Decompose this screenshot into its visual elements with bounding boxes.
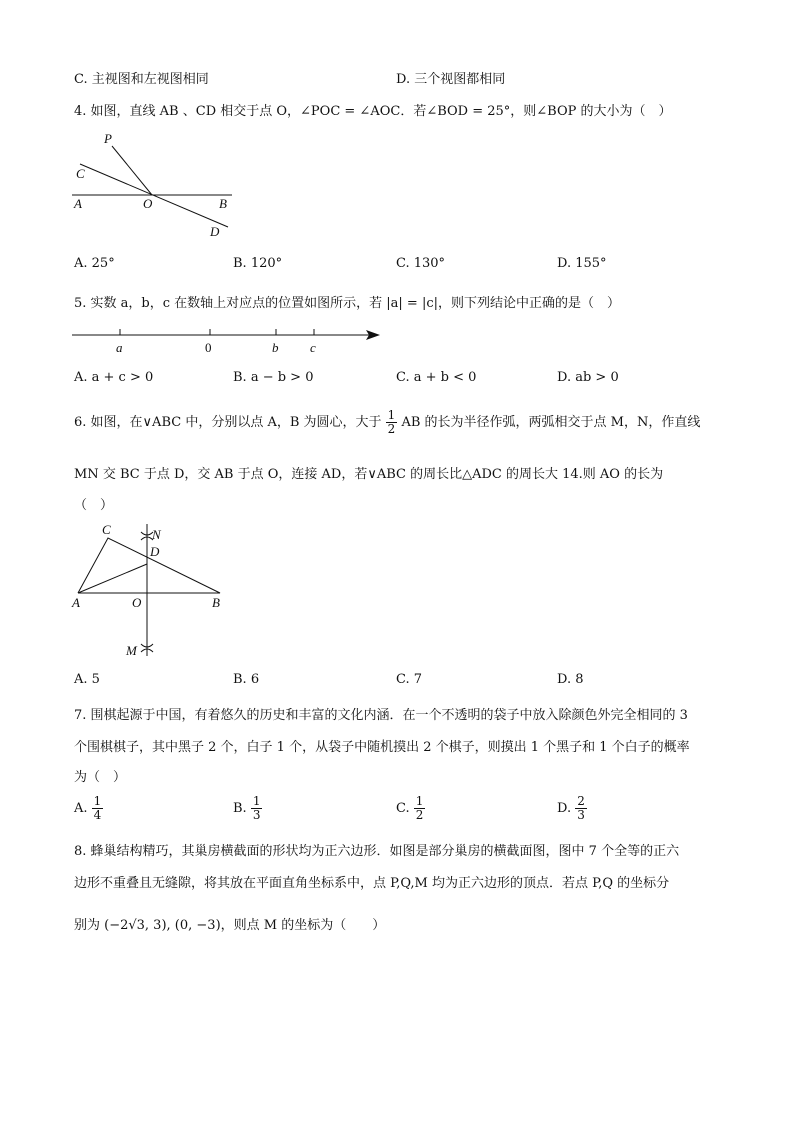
q4-label-a: A	[74, 196, 82, 211]
q5-label-a: a	[116, 340, 123, 355]
q7-option-d-fraction	[575, 795, 587, 822]
q6-label-c: C	[102, 522, 111, 537]
q6-label-d: D	[150, 544, 160, 559]
q7-option-b-den: 3	[252, 808, 261, 822]
q6-option-b: B. 6	[233, 672, 260, 687]
q7-option-d-letter: D.	[557, 801, 572, 816]
q7-option-c-letter: C.	[396, 801, 410, 816]
q6-frac-den: 2	[387, 422, 396, 436]
q4-figure	[70, 128, 240, 240]
q4-label-o: O	[143, 196, 153, 211]
q5-option-c: C. a + b < 0	[396, 370, 477, 385]
q4-stem: 4. 如图，直线 AB 、CD 相交于点 O，∠POC = ∠AOC．若∠BOD = 25°，则∠BOP 的大小为（ ）	[74, 104, 672, 119]
q5-label-b: b	[272, 340, 279, 355]
q6-label-b: B	[212, 595, 220, 610]
q4-option-a: A. 25°	[74, 256, 115, 271]
q7-option-a-fraction	[92, 795, 104, 822]
q4-label-c: C	[76, 166, 85, 181]
q7-option-b	[233, 792, 262, 826]
q3-option-c: C. 主视图和左视图相同	[74, 72, 209, 87]
q4-label-p: P	[104, 131, 112, 146]
q7-option-c-num: 1	[415, 794, 424, 808]
q6-fraction	[386, 409, 398, 436]
q5-option-d: D. ab > 0	[557, 370, 619, 385]
q7-option-d-den: 3	[577, 808, 585, 822]
q6-stem-line1	[74, 408, 700, 438]
q7-option-a-num: 1	[93, 794, 102, 808]
q6-label-a: A	[72, 595, 80, 610]
q5-number-line	[70, 325, 386, 357]
q6-label-o: O	[132, 595, 142, 610]
q4-label-b: B	[219, 196, 227, 211]
q6-frac-num: 1	[387, 408, 396, 422]
q6-stem-line3: （ ）	[74, 498, 114, 513]
q6-option-d: D. 8	[557, 672, 584, 687]
q6-stem-part1: 6. 如图，在∨ABC 中，分别以点 A，B 为圆心，大于	[74, 415, 382, 430]
q6-option-c: C. 7	[396, 672, 423, 687]
q6-label-n: N	[152, 527, 161, 542]
q6-figure	[68, 518, 238, 662]
q3-option-d: D. 三个视图都相同	[396, 72, 506, 87]
q7-option-a	[74, 792, 103, 826]
q7-option-d-num: 2	[577, 794, 585, 808]
q6-option-a: A. 5	[74, 672, 100, 687]
q7-option-d	[557, 792, 587, 826]
q7-option-c-den: 2	[415, 808, 424, 822]
q8-line2: 边形不重叠且无缝隙，将其放在平面直角坐标系中，点 P,Q,M 均为正六边形的顶点．若点 P,Q 的坐标分	[74, 876, 670, 891]
q7-option-a-den: 4	[93, 808, 102, 822]
q8-line1: 8. 蜂巢结构精巧，其巢房横截面的形状均为正六边形．如图是部分巢房的横截面图，图中 7 个全等的正六	[74, 844, 680, 859]
q4-option-c: C. 130°	[396, 256, 446, 271]
q5-label-zero: 0	[205, 340, 212, 355]
q7-line1: 7. 围棋起源于中国，有着悠久的历史和丰富的文化内涵．在一个不透明的袋子中放入除颜色外完全相同的 3	[74, 708, 688, 723]
q7-option-c-fraction	[414, 795, 426, 822]
q8-line3: 别为 (−2√3, 3), (0, −3)，则点 M 的坐标为（ ）	[74, 918, 386, 933]
q6-label-m: M	[126, 643, 137, 658]
q7-option-b-fraction	[251, 795, 263, 822]
q5-option-b: B. a − b > 0	[233, 370, 314, 385]
q5-label-c: c	[310, 340, 316, 355]
q7-option-b-num: 1	[252, 794, 261, 808]
q7-option-a-letter: A.	[74, 801, 88, 816]
q7-option-c	[396, 792, 425, 826]
q5-option-a: A. a + c > 0	[74, 370, 154, 385]
q5-stem: 5. 实数 a，b，c 在数轴上对应点的位置如图所示，若 |a| = |c|，则下列结论中正确的是（ ）	[74, 296, 620, 311]
q4-option-d: D. 155°	[557, 256, 607, 271]
q7-line3: 为（ ）	[74, 770, 127, 785]
q6-stem-part2: AB 的长为半径作弧，两弧相交于点 M，N，作直线	[401, 415, 701, 430]
q7-line2: 个围棋棋子，其中黑子 2 个，白子 1 个，从袋子中随机摸出 2 个棋子，则摸出 1 个黑子和 1 个白子的概率	[74, 740, 690, 755]
q7-option-b-letter: B.	[233, 801, 247, 816]
q6-stem-line2: MN 交 BC 于点 D，交 AB 于点 O，连接 AD，若∨ABC 的周长比△ADC 的周长大 14.则 AO 的长为	[74, 467, 664, 482]
q4-option-b: B. 120°	[233, 256, 283, 271]
q4-label-d: D	[210, 224, 220, 239]
